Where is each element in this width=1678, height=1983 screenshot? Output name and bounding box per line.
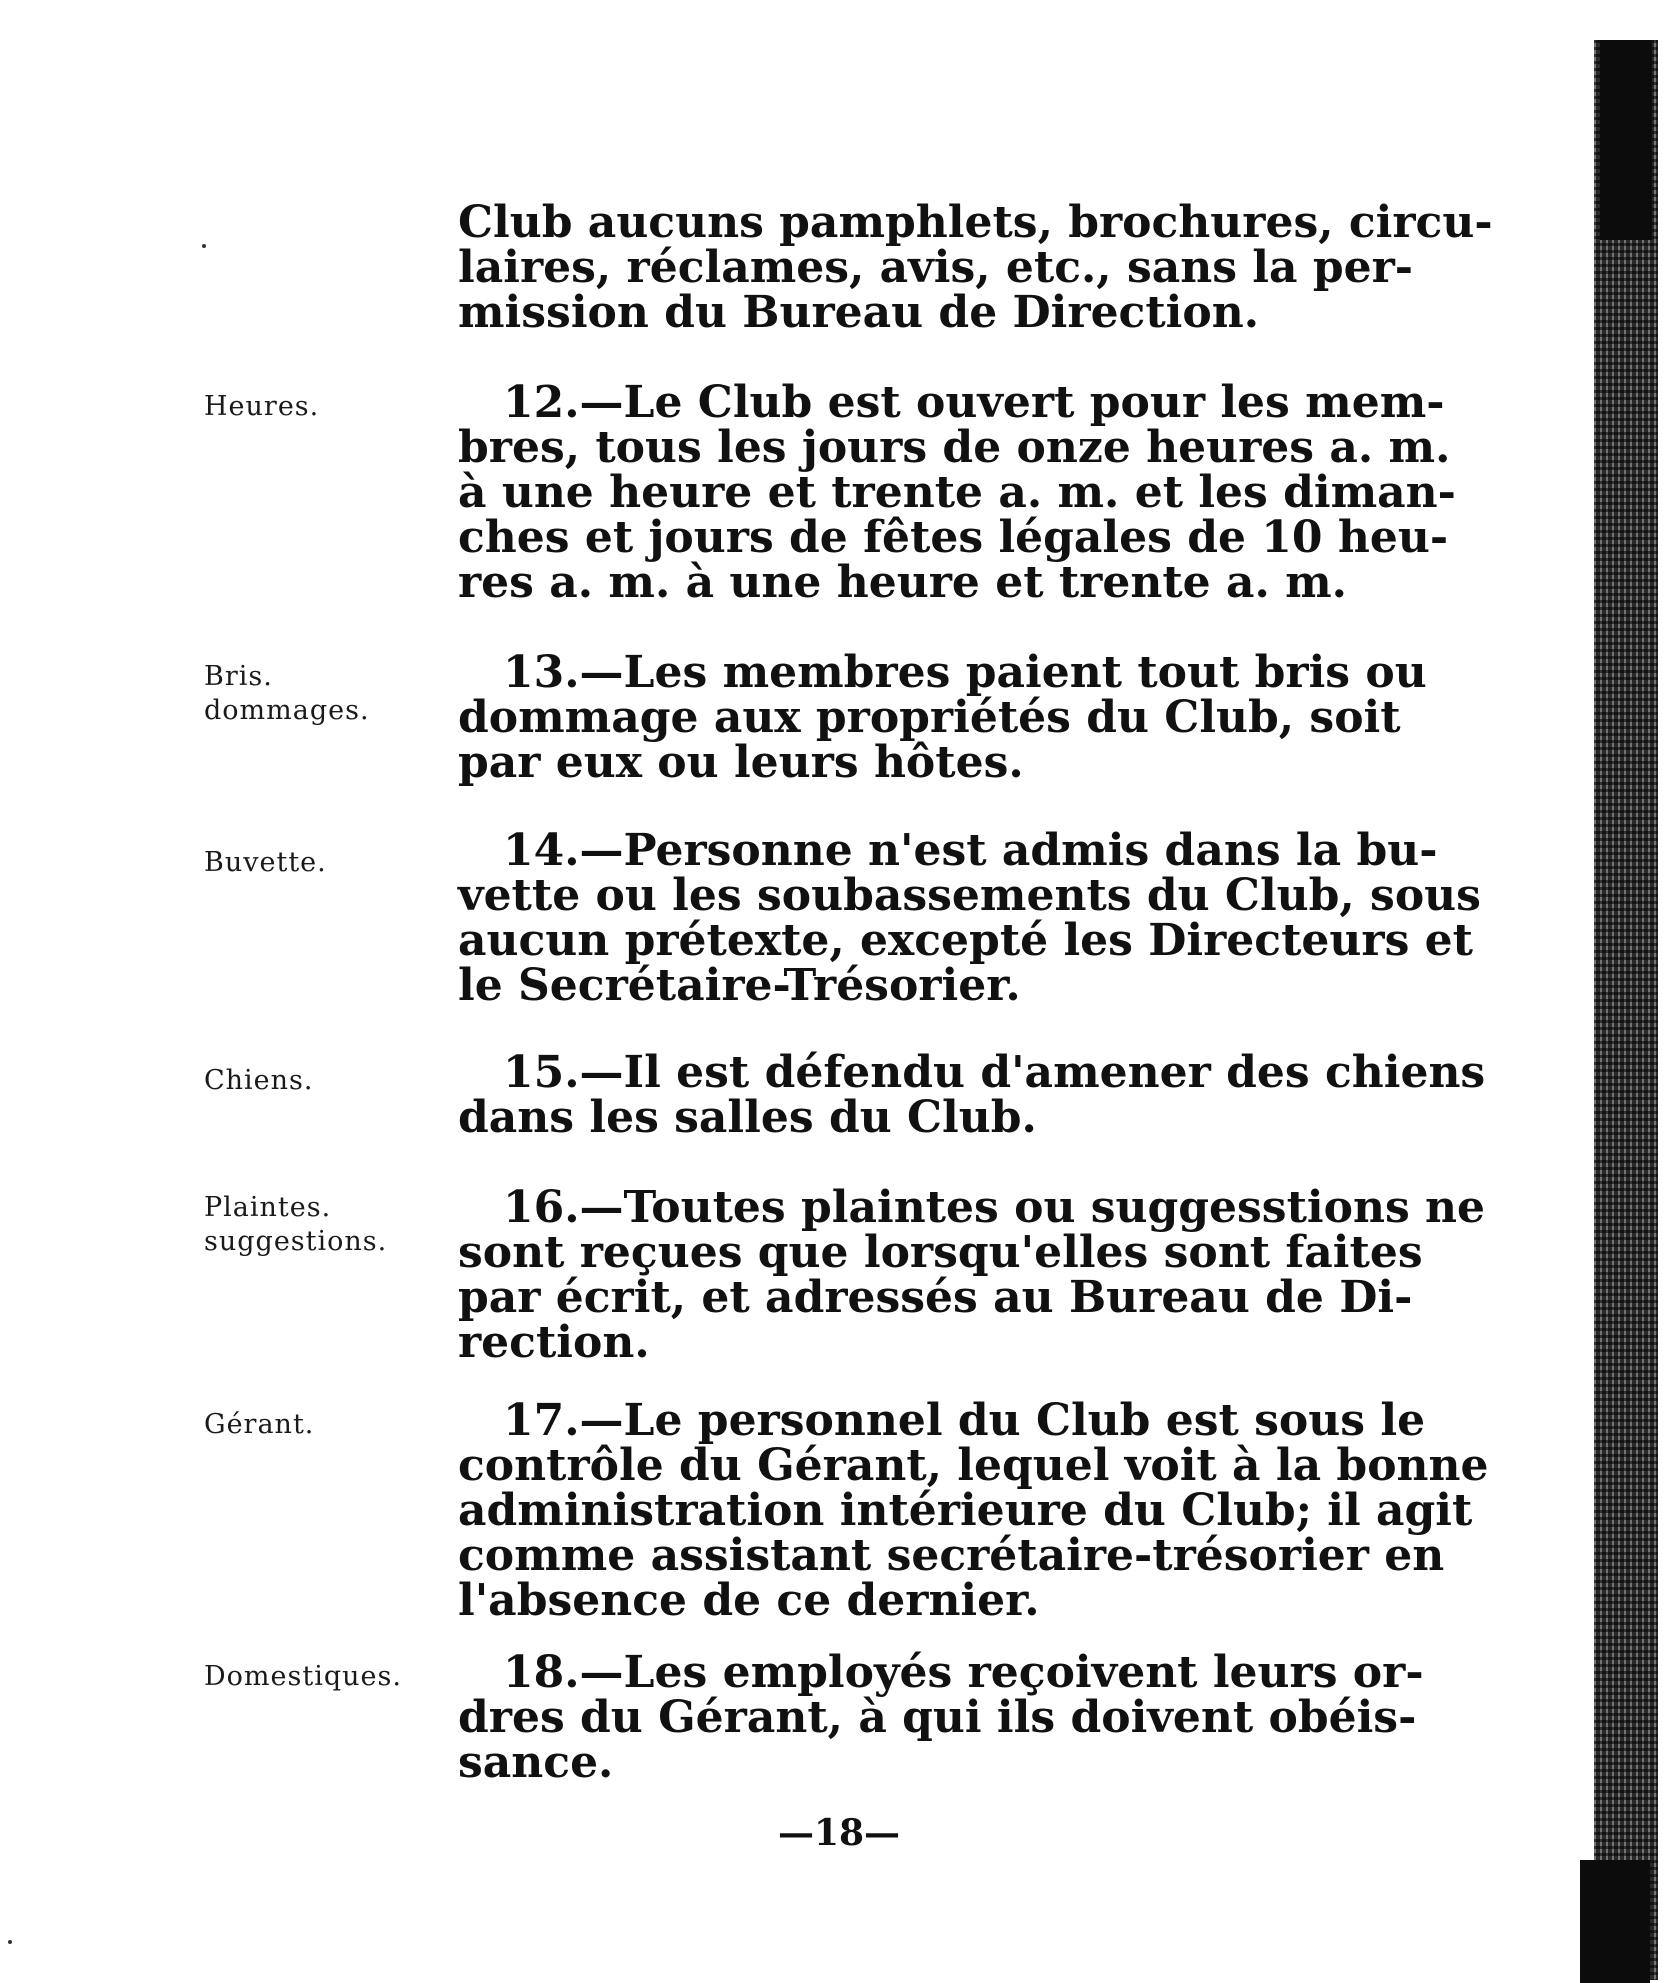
text-line: par écrit, et adressés au Bureau de Di- [458,1272,1413,1323]
margin-note [204,1408,434,1442]
text-line: dres du Gérant, à qui ils doivent obéis- [458,1692,1417,1743]
text-line: 18.—Les employés reçoivent leurs or- [503,1647,1424,1698]
paragraph-text [458,377,1456,608]
margin-note-line: dommages. [204,695,370,726]
text-line: 17.—Le personnel du Club est sous le [503,1395,1426,1446]
text-line: administration intérieure du Club; il agit [458,1485,1473,1536]
text-line: 12.—Le Club est ouvert pour les mem- [503,377,1445,428]
text-line: le Secrétaire-Trésorier. [458,960,1021,1011]
text-line: par eux ou leurs hôtes. [458,737,1024,788]
margin-note [204,660,434,728]
text-line: res a. m. à une heure et trente a. m. [458,557,1347,608]
margin-note-line: Plaintes. [204,1192,332,1223]
text-line: vette ou les soubassements du Club, sous [458,870,1481,921]
scan-speck [202,244,206,248]
text-line: sont reçues que lorsqu'elles sont faites [458,1227,1423,1278]
paragraph-text [458,1647,1424,1788]
page-number: —18— [777,1812,901,1854]
scanned-page-edge [1594,40,1658,1980]
scan-speck [8,1940,12,1944]
text-line: rection. [458,1317,650,1368]
text-line: 13.—Les membres paient tout bris ou [503,647,1427,698]
text-line: à une heure et trente a. m. et les diman- [458,467,1456,518]
margin-note-line: Domestiques. [204,1661,402,1692]
margin-note [204,1660,434,1694]
paragraph-text [458,1395,1489,1626]
text-line: comme assistant secrétaire-trésorier en [458,1530,1445,1581]
scanned-page-edge-top [1600,40,1652,240]
text-line: sance. [458,1737,614,1788]
scanned-page-edge-bottom [1580,1860,1650,1983]
margin-note [204,1064,434,1098]
text-line: mission du Bureau de Direction. [458,287,1260,338]
margin-note-line: Bris. [204,661,273,692]
margin-note-line: Heures. [204,391,320,422]
text-line: 15.—Il est défendu d'amener des chiens [503,1047,1486,1098]
margin-note [204,846,434,880]
margin-note-line: Gérant. [204,1409,315,1440]
text-line: dans les salles du Club. [458,1092,1037,1143]
paragraph-text [458,1047,1486,1143]
text-line: ches et jours de fêtes légales de 10 heu- [458,512,1449,563]
margin-note-line: Chiens. [204,1065,314,1096]
paragraph-text [458,1182,1486,1368]
text-line: 16.—Toutes plaintes ou suggesstions ne [503,1182,1486,1233]
paragraph-text [458,825,1481,1011]
margin-note-line: suggestions. [204,1226,388,1257]
text-line: aucun prétexte, excepté les Directeurs et [458,915,1473,966]
text-line: bres, tous les jours de onze heures a. m. [458,422,1451,473]
text-line: 14.—Personne n'est admis dans la bu- [503,825,1438,876]
text-line: contrôle du Gérant, lequel voit à la bonne [458,1440,1489,1491]
text-line: laires, réclames, avis, etc., sans la per- [458,242,1414,293]
text-line: Club aucuns pamphlets, brochures, circu- [458,197,1493,248]
paragraph-text [458,197,1493,338]
text-line: l'absence de ce dernier. [458,1575,1040,1626]
margin-note-line: Buvette. [204,847,327,878]
paragraph-text [458,647,1427,788]
margin-note [204,1191,434,1259]
text-line: dommage aux propriétés du Club, soit [458,692,1401,743]
margin-note [204,390,434,424]
